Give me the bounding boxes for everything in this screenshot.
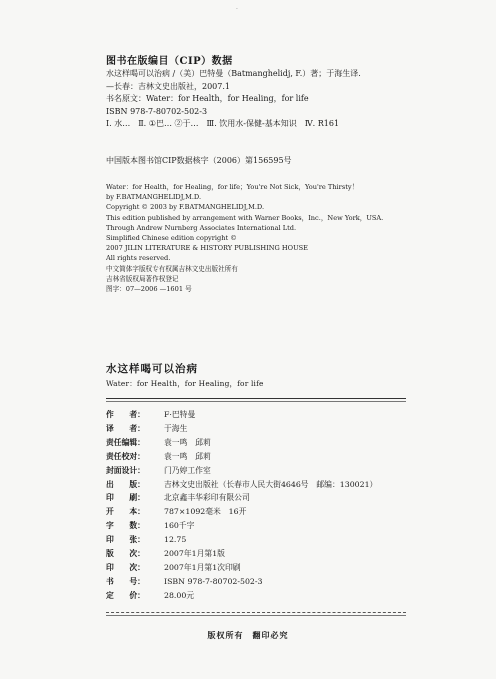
bottom-divider bbox=[106, 612, 406, 613]
detail-value: F·巴特曼 bbox=[164, 410, 196, 419]
detail-label: 印 张： bbox=[106, 535, 145, 545]
detail-label: 出 版： bbox=[106, 479, 145, 489]
rights-line: Through Andrew Nurnberg Associates International Ltd. bbox=[106, 223, 297, 232]
top-divider bbox=[106, 398, 406, 399]
detail-label: 书 号： bbox=[106, 576, 145, 586]
detail-label: 字 数： bbox=[106, 521, 145, 531]
cip-line: 水这样喝可以治病 /（美）巴特曼（Batmanghelidj, F.）著；于海生译. bbox=[106, 69, 361, 78]
detail-row-publisher bbox=[106, 478, 476, 492]
top-divider-thin bbox=[106, 401, 406, 402]
detail-row-sheets bbox=[106, 533, 476, 547]
detail-row-isbn bbox=[106, 575, 476, 589]
detail-value: 吉林文史出版社（长春市人民大街4646号 邮编：130021） bbox=[164, 479, 378, 489]
cip-line: ISBN 978-7-80702-502-3 bbox=[106, 106, 208, 116]
detail-label: 印 刷： bbox=[106, 493, 145, 503]
rights-line: Water：for Health，for Healing，for life；You're Not Sick，You're Thirsty！ bbox=[106, 183, 359, 191]
detail-value: 于海生 bbox=[164, 423, 188, 433]
rights-line: 2007 JILIN LITERATURE & HISTORY PUBLISHING HOUSE bbox=[106, 244, 308, 253]
detail-value: 门乃婷工作室 bbox=[164, 465, 211, 475]
detail-row-author bbox=[106, 408, 476, 422]
cip-catalog-number: 中国版本图书馆CIP数据核字（2006）第156595号 bbox=[106, 156, 292, 165]
detail-value: 袁一鸣 邱莉 bbox=[164, 451, 211, 461]
detail-label: 定 价： bbox=[106, 590, 145, 600]
rights-line: 中文简体字版权专有权属吉林文史出版社所有 bbox=[106, 264, 238, 273]
book-title: 水这样喝可以治病 bbox=[106, 363, 198, 375]
detail-label: 译 者： bbox=[106, 423, 145, 433]
detail-label: 开 本： bbox=[106, 507, 145, 517]
detail-label: 作 者： bbox=[106, 410, 145, 419]
detail-value: 28.00元 bbox=[164, 590, 195, 600]
detail-label: 责任编辑： bbox=[106, 437, 145, 447]
rights-reserved-notice: 版权所有 翻印必究 bbox=[207, 630, 289, 640]
rights-line: All rights reserved. bbox=[106, 254, 171, 263]
detail-row-cover-design bbox=[106, 464, 476, 478]
detail-value: 2007年1月第1次印刷 bbox=[164, 562, 241, 572]
rights-line: 图字：07—2006 —1601 号 bbox=[106, 285, 192, 294]
detail-label: 责任校对： bbox=[106, 451, 145, 461]
detail-label: 封面设计： bbox=[106, 465, 145, 475]
detail-row-word-count bbox=[106, 519, 476, 533]
detail-row-translator bbox=[106, 422, 476, 436]
detail-row-printing bbox=[106, 561, 476, 575]
bottom-divider-thin bbox=[106, 615, 406, 616]
rights-line: Simplified Chinese edition copyright © bbox=[106, 234, 237, 243]
detail-row-proofreader bbox=[106, 450, 476, 464]
detail-row-edition bbox=[106, 547, 476, 561]
top-mark: · bbox=[236, 6, 238, 13]
publication-details bbox=[106, 408, 476, 603]
cip-line: —长春：吉林文史出版社，2007.1 bbox=[106, 81, 230, 91]
detail-value: 160千字 bbox=[164, 521, 195, 531]
cip-line: Ⅰ. 水… Ⅱ. ①巴… ②于… Ⅲ. 饮用水-保健-基本知识 Ⅳ. R161 bbox=[106, 119, 340, 128]
detail-row-price bbox=[106, 589, 476, 603]
cip-heading: 图书在版编目（CIP）数据 bbox=[106, 56, 233, 67]
rights-line: 吉林省版权局著作权登记 bbox=[106, 274, 179, 283]
detail-row-printer bbox=[106, 491, 476, 505]
rights-line: This edition published by arrangement with Warner Books，Inc.，New York，USA. bbox=[106, 213, 384, 222]
detail-label: 版 次： bbox=[106, 549, 145, 559]
detail-row-format bbox=[106, 505, 476, 519]
rights-line: by F.BATMANGHELIDJ,M.D. bbox=[106, 193, 202, 202]
detail-value: ISBN 978-7-80702-502-3 bbox=[164, 576, 263, 586]
rights-block bbox=[106, 182, 476, 294]
detail-value: 北京鑫丰华彩印有限公司 bbox=[164, 493, 250, 503]
cip-line: 书名原文：Water：for Health，for Healing，for life bbox=[106, 94, 309, 103]
detail-value: 787×1092毫米 16开 bbox=[164, 507, 247, 517]
rights-line: Copyright © 2003 by F.BATMANGHELIDJ,M.D. bbox=[106, 203, 265, 212]
detail-row-editor bbox=[106, 436, 476, 450]
detail-value: 2007年1月第1版 bbox=[164, 549, 225, 559]
detail-value: 12.75 bbox=[164, 535, 187, 545]
detail-label: 印 次： bbox=[106, 562, 145, 572]
book-subtitle: Water：for Health，for Healing，for life bbox=[106, 379, 264, 388]
detail-value: 袁一鸣 邱莉 bbox=[164, 437, 211, 447]
cip-block bbox=[106, 68, 476, 131]
